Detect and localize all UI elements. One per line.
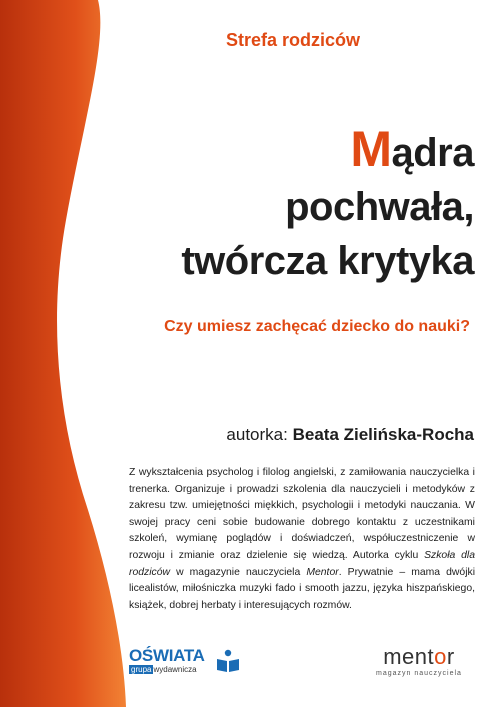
bio-italic-series: Szkoła dla rodziców — [129, 549, 475, 578]
bio-italic-magazine: Mentor — [306, 566, 339, 578]
bio-text-2: w magazynie nauczyciela — [170, 566, 307, 578]
mentor-name-o: o — [434, 644, 447, 669]
author-line — [226, 425, 474, 445]
oswiata-sub-grupa: grupa — [131, 665, 152, 674]
mentor-name-a: ment — [383, 644, 435, 669]
oswiata-logo-name: OŚWIATA — [129, 646, 205, 665]
author-bio — [129, 465, 475, 614]
bio-text-3: . Prywatnie – mama dwójki licealistów, miłośniczka muzyki fado i smooth jazzu, języka hiszpańskiego, książek, dobrej herbaty i interesujących rozmów. — [129, 566, 476, 611]
mentor-logo-sub: magazyn nauczyciela — [376, 670, 462, 677]
title-line-1 — [181, 122, 474, 180]
bio-text-1: Z wykształcenia psycholog i filolog angielski, z zamiłowania nauczycielka i trenerka. Organizuje i prowadzi szkolenia dla nauczycieli i metodyków z zakresu tzw. umiejętności miękkich, psychologii i metodyki nauczania. W swojej pracy ceni sobie budowanie dobrego kontaktu z uczestnikami szkoleń, wymianę poglądów i doświadczeń, współuczestniczenie w rozwoju i zmianie oraz dzielenie się wiedzą. Autorka cyklu — [129, 467, 475, 561]
oswiata-logo — [129, 646, 205, 674]
title-line-2: pochwała, — [285, 185, 474, 229]
book-title — [181, 122, 474, 288]
book-subtitle: Czy umiesz zachęcać dziecko do nauki? — [164, 318, 470, 335]
author-name: Beata Zielińska-Rocha — [292, 425, 474, 444]
oswiata-logo-sub — [129, 665, 205, 674]
mentor-logo — [376, 646, 462, 677]
title-line-1-rest: ądra — [391, 131, 474, 175]
series-label: Strefa rodziców — [226, 30, 361, 50]
mentor-name-c: r — [446, 644, 455, 669]
title-initial: M — [350, 121, 392, 177]
orange-wave-decoration — [0, 0, 130, 707]
mentor-logo-name — [376, 646, 462, 668]
oswiata-sub-rest: wydawnicza — [153, 665, 197, 674]
bio-paragraph — [129, 465, 475, 614]
author-label: autorka: — [226, 425, 288, 444]
title-line-3: twórcza krytyka — [181, 239, 474, 283]
open-book-icon — [215, 648, 241, 674]
